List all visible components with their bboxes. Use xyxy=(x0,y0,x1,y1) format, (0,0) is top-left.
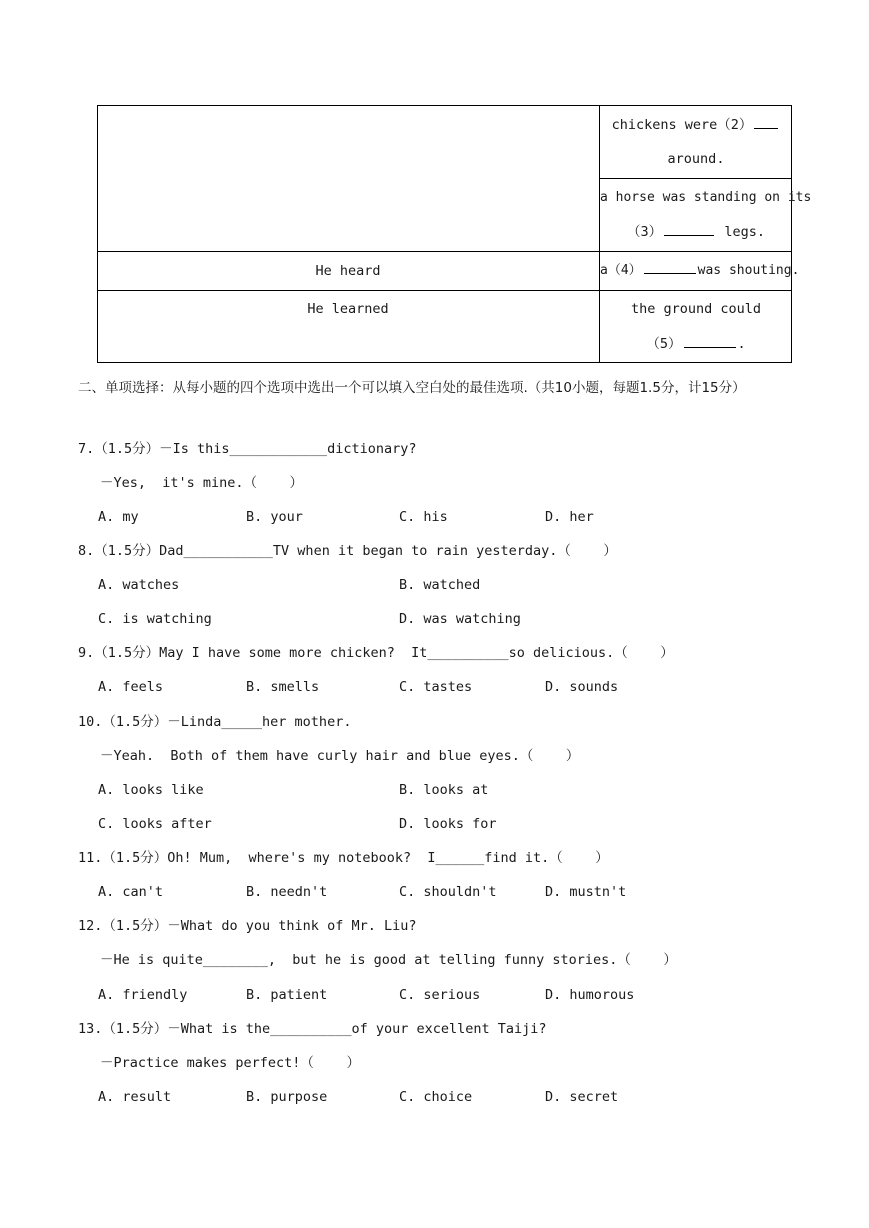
option-b: B. smells xyxy=(246,679,320,695)
blank-4 xyxy=(644,272,696,274)
option-c: C. is watching xyxy=(98,611,212,627)
option-b: B. needn't xyxy=(246,884,328,900)
question-7-stem: 7.（1.5分）－Is this____________dictionary? xyxy=(78,441,417,457)
question-12-stem2: －He is quite________, but he is good at telling funny stories.（ ） xyxy=(100,952,677,968)
option-a: A. can't xyxy=(98,884,164,900)
option-d: D. humorous xyxy=(545,987,635,1003)
question-13-stem2: －Practice makes perfect!（ ） xyxy=(100,1055,360,1071)
option-a: A. looks like xyxy=(98,782,204,798)
option-d: D. her xyxy=(545,509,594,525)
blank-5 xyxy=(684,346,736,348)
option-d: D. was watching xyxy=(399,611,521,627)
table-cell xyxy=(600,336,792,352)
option-b: B. patient xyxy=(246,987,328,1003)
option-c: C. looks after xyxy=(98,816,212,832)
question-10-stem: 10.（1.5分）－Linda_____her mother. xyxy=(78,714,352,730)
table-cell xyxy=(600,151,792,167)
table-cell xyxy=(600,224,792,240)
cell-text: He learned xyxy=(307,301,389,317)
blank-3 xyxy=(664,234,714,236)
option-d: D. secret xyxy=(545,1089,619,1105)
cell-text: chickens were（2） xyxy=(611,117,753,133)
option-d: D. mustn't xyxy=(545,884,627,900)
option-c: C. serious xyxy=(399,987,481,1003)
cell-text: （3） xyxy=(627,224,663,240)
table-row-divider xyxy=(599,178,792,179)
question-12-stem: 12.（1.5分）－What do you think of Mr. Liu? xyxy=(78,918,417,934)
table-cell xyxy=(97,263,599,279)
cell-text: . xyxy=(737,336,746,352)
option-a: A. watches xyxy=(98,577,180,593)
question-10-stem2: －Yeah. Both of them have curly hair and blue eyes.（ ） xyxy=(100,748,580,764)
option-a: A. result xyxy=(98,1089,172,1105)
cell-text: （5） xyxy=(646,336,682,352)
option-a: A. feels xyxy=(98,679,164,695)
question-9-stem: 9.（1.5分）May I have some more chicken? It__________so delicious.（ ） xyxy=(78,645,674,661)
option-c: C. his xyxy=(399,509,448,525)
question-11-stem: 11.（1.5分）Oh! Mum, where's my notebook? I______find it.（ ） xyxy=(78,850,609,866)
option-b: B. purpose xyxy=(246,1089,328,1105)
table-row-divider xyxy=(97,251,792,252)
table-cell xyxy=(600,117,792,133)
cell-text: the ground could xyxy=(630,301,762,317)
option-c: C. shouldn't xyxy=(399,884,497,900)
option-b: B. watched xyxy=(399,577,481,593)
table-cell xyxy=(600,190,812,206)
cell-text: a（4） xyxy=(600,263,642,278)
section-heading: 二、单项选择：从每小题的四个选项中选出一个可以填入空白处的最佳选项.（共10小题，每题1.5分，计15分） xyxy=(78,380,746,396)
table-cell xyxy=(600,301,792,317)
blank-2 xyxy=(754,127,778,129)
cell-text: around. xyxy=(667,151,725,167)
cell-text: He heard xyxy=(315,263,381,279)
option-c: C. tastes xyxy=(399,679,473,695)
table-cell xyxy=(97,301,599,317)
option-d: D. looks for xyxy=(399,816,497,832)
question-7-stem2: －Yes, it's mine.（ ） xyxy=(100,475,304,491)
table-cell xyxy=(600,263,800,279)
option-b: B. looks at xyxy=(399,782,489,798)
cell-text: legs. xyxy=(724,224,765,240)
option-b: B. your xyxy=(246,509,303,525)
table-row-divider xyxy=(97,290,792,291)
cell-text: was shouting. xyxy=(697,263,800,278)
option-d: D. sounds xyxy=(545,679,619,695)
option-a: A. my xyxy=(98,509,139,525)
option-a: A. friendly xyxy=(98,987,188,1003)
question-13-stem: 13.（1.5分）－What is the__________of your excellent Taiji? xyxy=(78,1021,547,1037)
question-8-stem: 8.（1.5分）Dad___________TV when it began to rain yesterday.（ ） xyxy=(78,543,617,559)
option-c: C. choice xyxy=(399,1089,473,1105)
cell-text: a horse was standing on its xyxy=(600,190,812,205)
